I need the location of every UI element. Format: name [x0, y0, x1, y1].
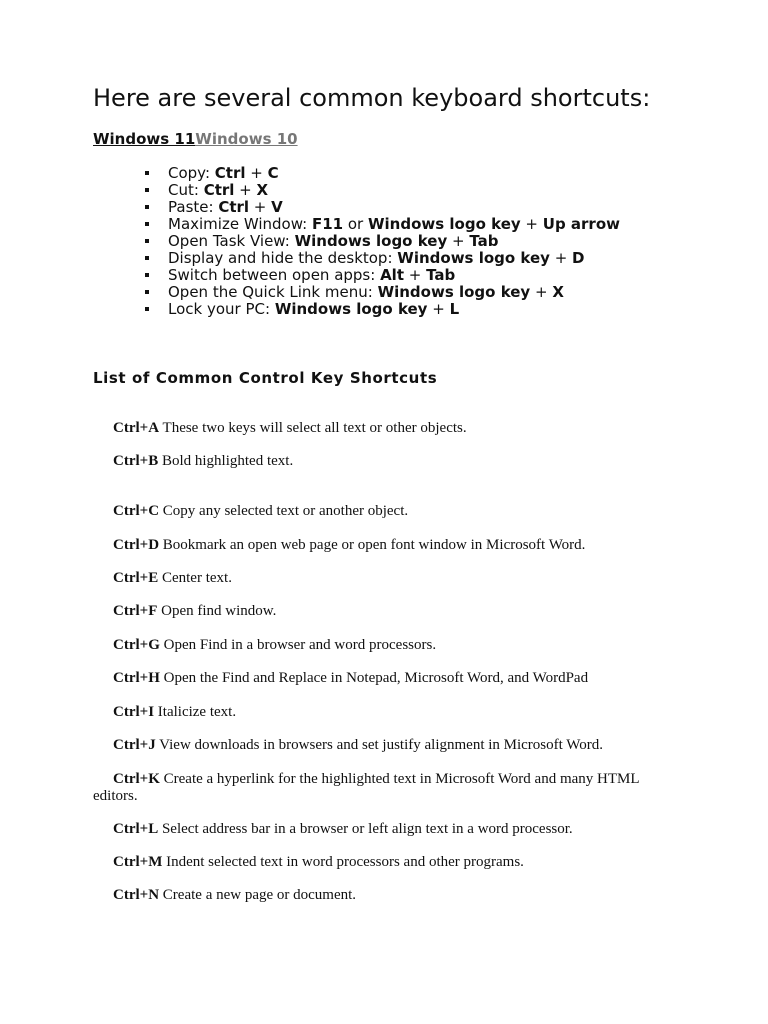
ctrl-key: Ctrl+E	[113, 570, 159, 586]
ctrl-description: Create a new page or document.	[159, 887, 357, 903]
shortcut-list	[145, 165, 620, 318]
key-combo: Ctrl	[214, 164, 246, 182]
shortcut-item	[145, 284, 620, 301]
key-combo: V	[271, 198, 283, 216]
ctrl-key: Ctrl+J	[113, 737, 156, 753]
shortcut-item	[145, 301, 620, 318]
shortcut-item	[145, 199, 620, 216]
key-combo: L	[449, 300, 460, 318]
ctrl-shortcut-item	[93, 537, 673, 554]
ctrl-key: Ctrl+C	[113, 503, 160, 519]
ctrl-key: Ctrl+A	[113, 420, 160, 436]
ctrl-shortcut-item	[93, 887, 673, 904]
ctrl-shortcut-item	[93, 737, 673, 754]
section-heading: List of Common Control Key Shortcuts	[93, 369, 438, 387]
connector-text: +	[427, 300, 450, 318]
key-combo: Alt	[380, 266, 404, 284]
ctrl-shortcut-item	[93, 704, 673, 721]
ctrl-shortcut-item	[93, 503, 673, 520]
ctrl-shortcut-item	[93, 670, 673, 687]
ctrl-description: Bookmark an open web page or open font window in Microsoft Word.	[159, 537, 586, 553]
key-combo: Windows logo key	[397, 249, 550, 267]
key-combo: Up arrow	[542, 215, 620, 233]
tab-windows-11[interactable]: Windows 11	[93, 130, 196, 148]
page-title: Here are several common keyboard shortcuts:	[93, 84, 651, 112]
key-combo: F11	[311, 215, 344, 233]
connector-text: +	[447, 232, 470, 250]
ctrl-shortcut-item	[93, 453, 673, 470]
connector-text: +	[549, 249, 573, 267]
ctrl-key: Ctrl+G	[113, 637, 160, 653]
ctrl-shortcut-item	[93, 603, 673, 620]
ctrl-description: These two keys will select all text or other objects.	[159, 420, 467, 436]
bullet-icon	[145, 290, 149, 294]
shortcut-label: Cut:	[168, 181, 204, 199]
key-combo: X	[552, 283, 564, 301]
ctrl-key: Ctrl+F	[113, 603, 158, 619]
bullet-icon	[145, 205, 149, 209]
ctrl-key: Ctrl+I	[113, 704, 155, 720]
ctrl-shortcut-item	[93, 420, 673, 437]
connector-text: or	[343, 215, 368, 233]
shortcut-label: Open the Quick Link menu:	[168, 283, 378, 301]
connector-text: +	[404, 266, 427, 284]
connector-text: +	[520, 215, 543, 233]
bullet-icon	[145, 239, 149, 243]
shortcut-item	[145, 216, 620, 233]
ctrl-shortcut-item	[93, 771, 673, 805]
bullet-icon	[145, 222, 149, 226]
shortcut-label: Lock your PC:	[168, 300, 275, 318]
ctrl-description: View downloads in browsers and set justify alignment in Microsoft Word.	[155, 737, 603, 753]
ctrl-key: Ctrl+B	[113, 453, 159, 469]
ctrl-key: Ctrl+N	[113, 887, 160, 903]
shortcut-item	[145, 233, 620, 250]
shortcut-label: Switch between open apps:	[168, 266, 381, 284]
shortcut-label: Copy:	[168, 164, 215, 182]
bullet-icon	[145, 171, 149, 175]
connector-text: +	[245, 164, 268, 182]
ctrl-shortcut-item	[93, 821, 673, 838]
ctrl-key: Ctrl+M	[113, 854, 163, 870]
key-combo: Windows logo key	[377, 283, 531, 301]
key-combo: Windows logo key	[368, 215, 521, 233]
ctrl-description: Indent selected text in word processors and other programs.	[162, 854, 524, 870]
key-combo: Ctrl	[203, 181, 235, 199]
shortcut-label: Open Task View:	[168, 232, 295, 250]
shortcut-item	[145, 182, 620, 199]
ctrl-shortcut-item	[93, 854, 673, 871]
connector-text: +	[249, 198, 272, 216]
key-combo: X	[256, 181, 269, 199]
shortcut-label: Maximize Window:	[168, 215, 312, 233]
ctrl-description: Copy any selected text or another object.	[159, 503, 409, 519]
ctrl-description: Open the Find and Replace in Notepad, Microsoft Word, and WordPad	[159, 670, 589, 686]
ctrl-description: Bold highlighted text.	[158, 453, 294, 469]
ctrl-description: Open find window.	[157, 603, 277, 619]
tab-windows-10[interactable]: Windows 10	[195, 130, 298, 148]
key-combo: Windows logo key	[274, 300, 428, 318]
key-combo: C	[267, 164, 279, 182]
key-combo: D	[572, 249, 585, 267]
shortcut-item	[145, 267, 620, 284]
bullet-icon	[145, 256, 149, 260]
bullet-icon	[145, 188, 149, 192]
key-combo: Tab	[469, 232, 499, 250]
shortcut-label: Paste:	[168, 198, 219, 216]
key-combo: Ctrl	[218, 198, 250, 216]
ctrl-shortcut-item	[93, 570, 673, 587]
bullet-icon	[145, 273, 149, 277]
connector-text: +	[530, 283, 553, 301]
ctrl-description: Italicize text.	[154, 704, 237, 720]
ctrl-key: Ctrl+H	[113, 670, 160, 686]
ctrl-description: Create a hyperlink for the highlighted text in Microsoft Word and many HTML editors.	[93, 771, 639, 804]
shortcut-label: Display and hide the desktop:	[168, 249, 398, 267]
ctrl-shortcut-item	[93, 637, 673, 654]
key-combo: Windows logo key	[294, 232, 448, 250]
connector-text: +	[234, 181, 257, 199]
bullet-icon	[145, 307, 149, 311]
ctrl-key: Ctrl+L	[113, 821, 159, 837]
ctrl-description: Select address bar in a browser or left align text in a word processor.	[158, 821, 573, 837]
ctrl-key: Ctrl+D	[113, 537, 160, 553]
ctrl-key: Ctrl+K	[113, 771, 160, 787]
shortcut-item	[145, 250, 620, 267]
ctrl-description: Center text.	[158, 570, 232, 586]
shortcut-item	[145, 165, 620, 182]
ctrl-description: Open Find in a browser and word processors.	[159, 637, 437, 653]
os-tabs	[93, 130, 298, 148]
key-combo: Tab	[426, 266, 456, 284]
